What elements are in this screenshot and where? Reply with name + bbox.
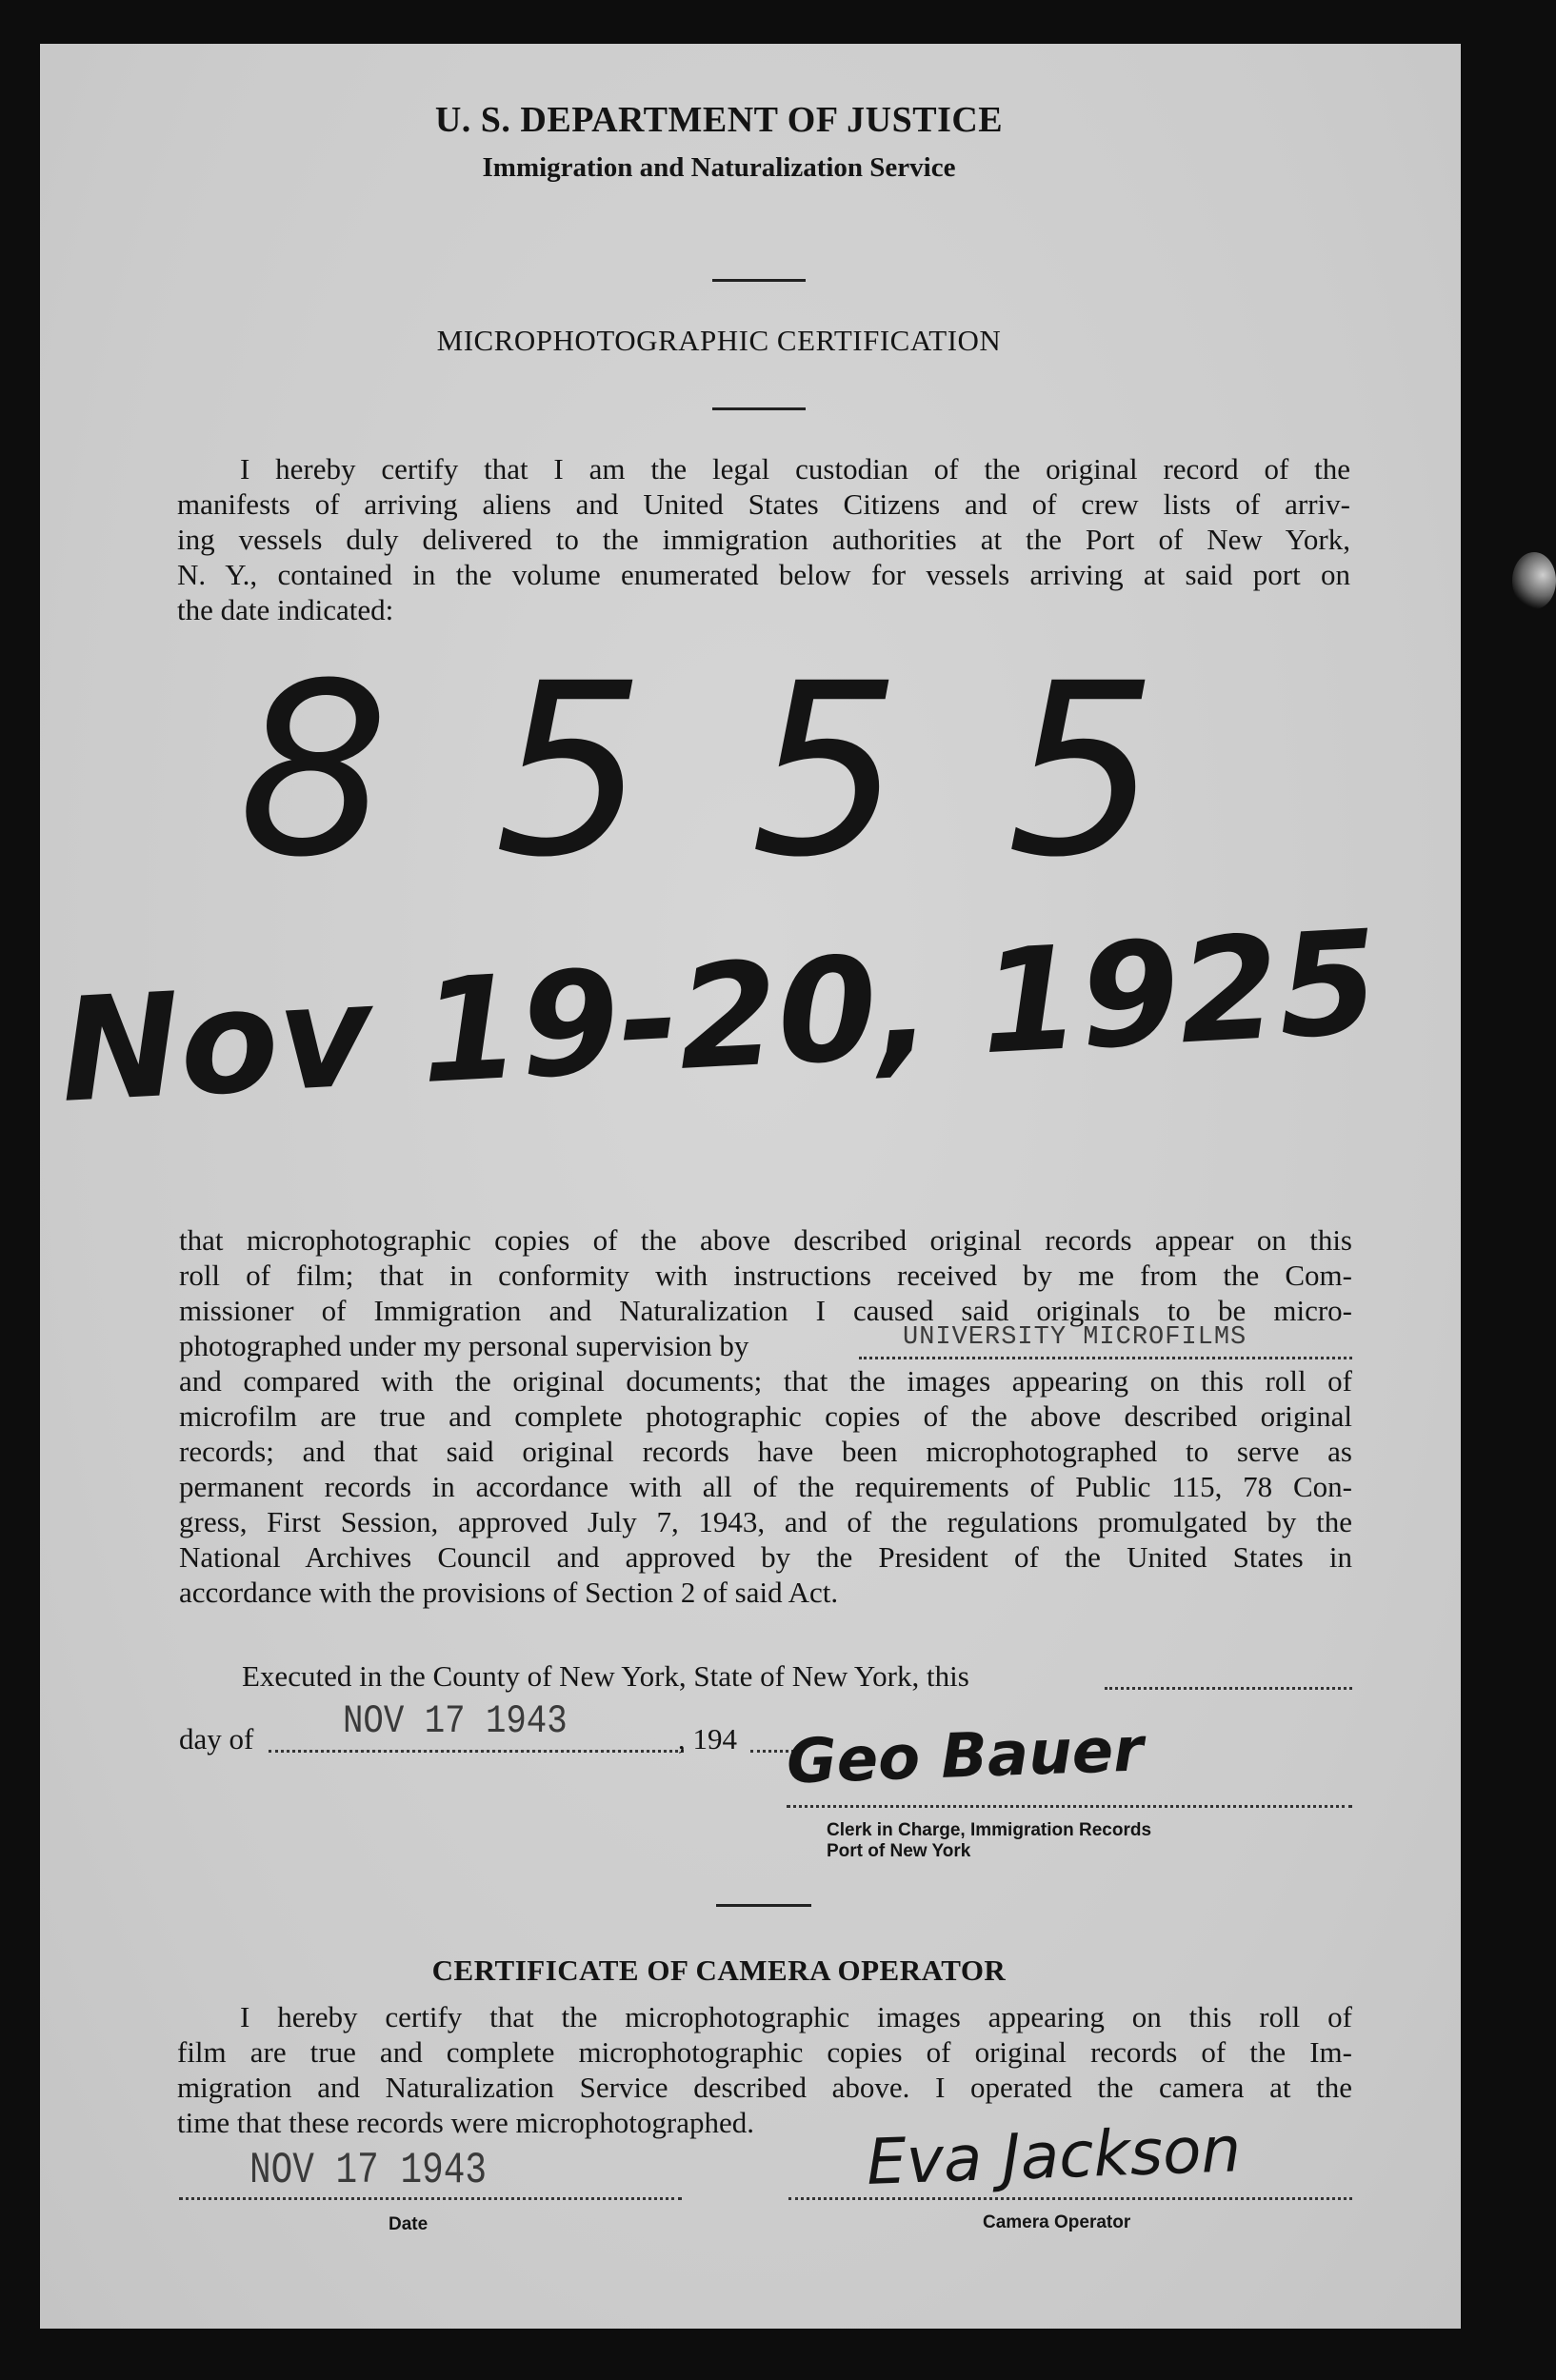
camera-line: time that these records were microphotographed. bbox=[177, 2106, 754, 2139]
camera-line: I hereby certify that the microphotographic images appearing on this roll of bbox=[240, 2000, 1352, 2033]
body-line: National Archives Council and approved by the President of the United States in bbox=[179, 1540, 1352, 1574]
body-line: permanent records in accordance with all of the requirements of Public 115, 78 Con- bbox=[179, 1470, 1352, 1503]
body-line: microfilm are true and complete photographic copies of the above described original bbox=[179, 1399, 1352, 1433]
executed-statement: Executed in the County of New York, State of New York, this bbox=[242, 1659, 969, 1693]
certification-body bbox=[179, 1222, 1352, 1610]
clerk-title: Clerk in Charge, Immigration Records bbox=[827, 1820, 1152, 1840]
body-line: missioner of Immigration and Naturalization I caused said originals to be micro- bbox=[179, 1294, 1352, 1327]
intro-line: manifests of arriving aliens and United States Citizens and of crew lists of arriv- bbox=[177, 487, 1350, 521]
clerk-signature: Geo Bauer bbox=[785, 1715, 1145, 1798]
intro-line: the date indicated: bbox=[177, 593, 394, 626]
service-subtitle: Immigration and Naturalization Service bbox=[482, 152, 956, 183]
header-divider bbox=[712, 279, 806, 282]
day-of-date-stamp: NOV 17 1943 bbox=[343, 1698, 568, 1744]
date-dotted-line bbox=[179, 2197, 682, 2200]
department-title: U. S. DEPARTMENT OF JUSTICE bbox=[434, 100, 1004, 140]
day-of-dotted-line bbox=[269, 1750, 684, 1753]
clerk-signature-dotted-line bbox=[787, 1805, 1352, 1808]
executed-day-dotted-line bbox=[1105, 1687, 1352, 1690]
section-divider bbox=[716, 1904, 811, 1907]
body-line: gress, First Session, approved July 7, 1943, and of the regulations promulgated by the bbox=[179, 1505, 1352, 1538]
intro-line: I hereby certify that I am the legal custodian of the original record of the bbox=[240, 452, 1350, 486]
operator-dotted-line bbox=[788, 2197, 1352, 2200]
intro-line: ing vessels duly delivered to the immigration authorities at the Port of New York, bbox=[177, 523, 1350, 556]
intro-paragraph bbox=[177, 451, 1350, 627]
microfilmer-dotted-line bbox=[859, 1357, 1352, 1359]
camera-operator-label: Camera Operator bbox=[983, 2212, 1131, 2232]
body-line: that microphotographic copies of the above described original records appear on this bbox=[179, 1223, 1352, 1257]
arrival-dates-text: Nov 19-20, 1925 bbox=[56, 900, 1383, 1135]
camera-operator-signature: Eva Jackson bbox=[865, 2112, 1243, 2199]
date-label: Date bbox=[389, 2214, 429, 2234]
handwritten-volume-number bbox=[238, 628, 1264, 914]
day-of-label: day of bbox=[179, 1722, 254, 1755]
body-line-supervision bbox=[179, 1323, 1352, 1363]
body-line: roll of film; that in conformity with instructions received by me from the Com- bbox=[179, 1259, 1352, 1292]
body-line: and compared with the original documents; that the images appearing on this roll of bbox=[179, 1364, 1352, 1398]
body-line: photographed under my personal supervision by bbox=[179, 1329, 749, 1362]
volume-number-text: 8555 bbox=[238, 632, 1264, 909]
body-line: records; and that said original records have been microphotographed to serve as bbox=[179, 1435, 1352, 1468]
camera-line: migration and Naturalization Service described above. I operated the camera at the bbox=[177, 2071, 1352, 2104]
camera-date-stamp: NOV 17 1943 bbox=[249, 2146, 487, 2195]
microfilmer-stamp: UNIVERSITY MICROFILMS bbox=[903, 1323, 1247, 1352]
intro-line: N. Y., contained in the volume enumerated below for vessels arriving at said port on bbox=[177, 558, 1350, 591]
camera-certificate-heading: CERTIFICATE OF CAMERA OPERATOR bbox=[431, 1954, 1007, 1987]
body-line: accordance with the provisions of Section 2 of said Act. bbox=[179, 1576, 839, 1609]
camera-line: film are true and complete microphotographic copies of original records of the Im- bbox=[177, 2035, 1352, 2069]
film-edge-mark bbox=[1512, 552, 1556, 609]
year-label: , 194 bbox=[678, 1722, 737, 1755]
form-title: MICROPHOTOGRAPHIC CERTIFICATION bbox=[436, 324, 1002, 357]
clerk-port: Port of New York bbox=[827, 1841, 971, 1861]
title-divider bbox=[712, 407, 806, 410]
